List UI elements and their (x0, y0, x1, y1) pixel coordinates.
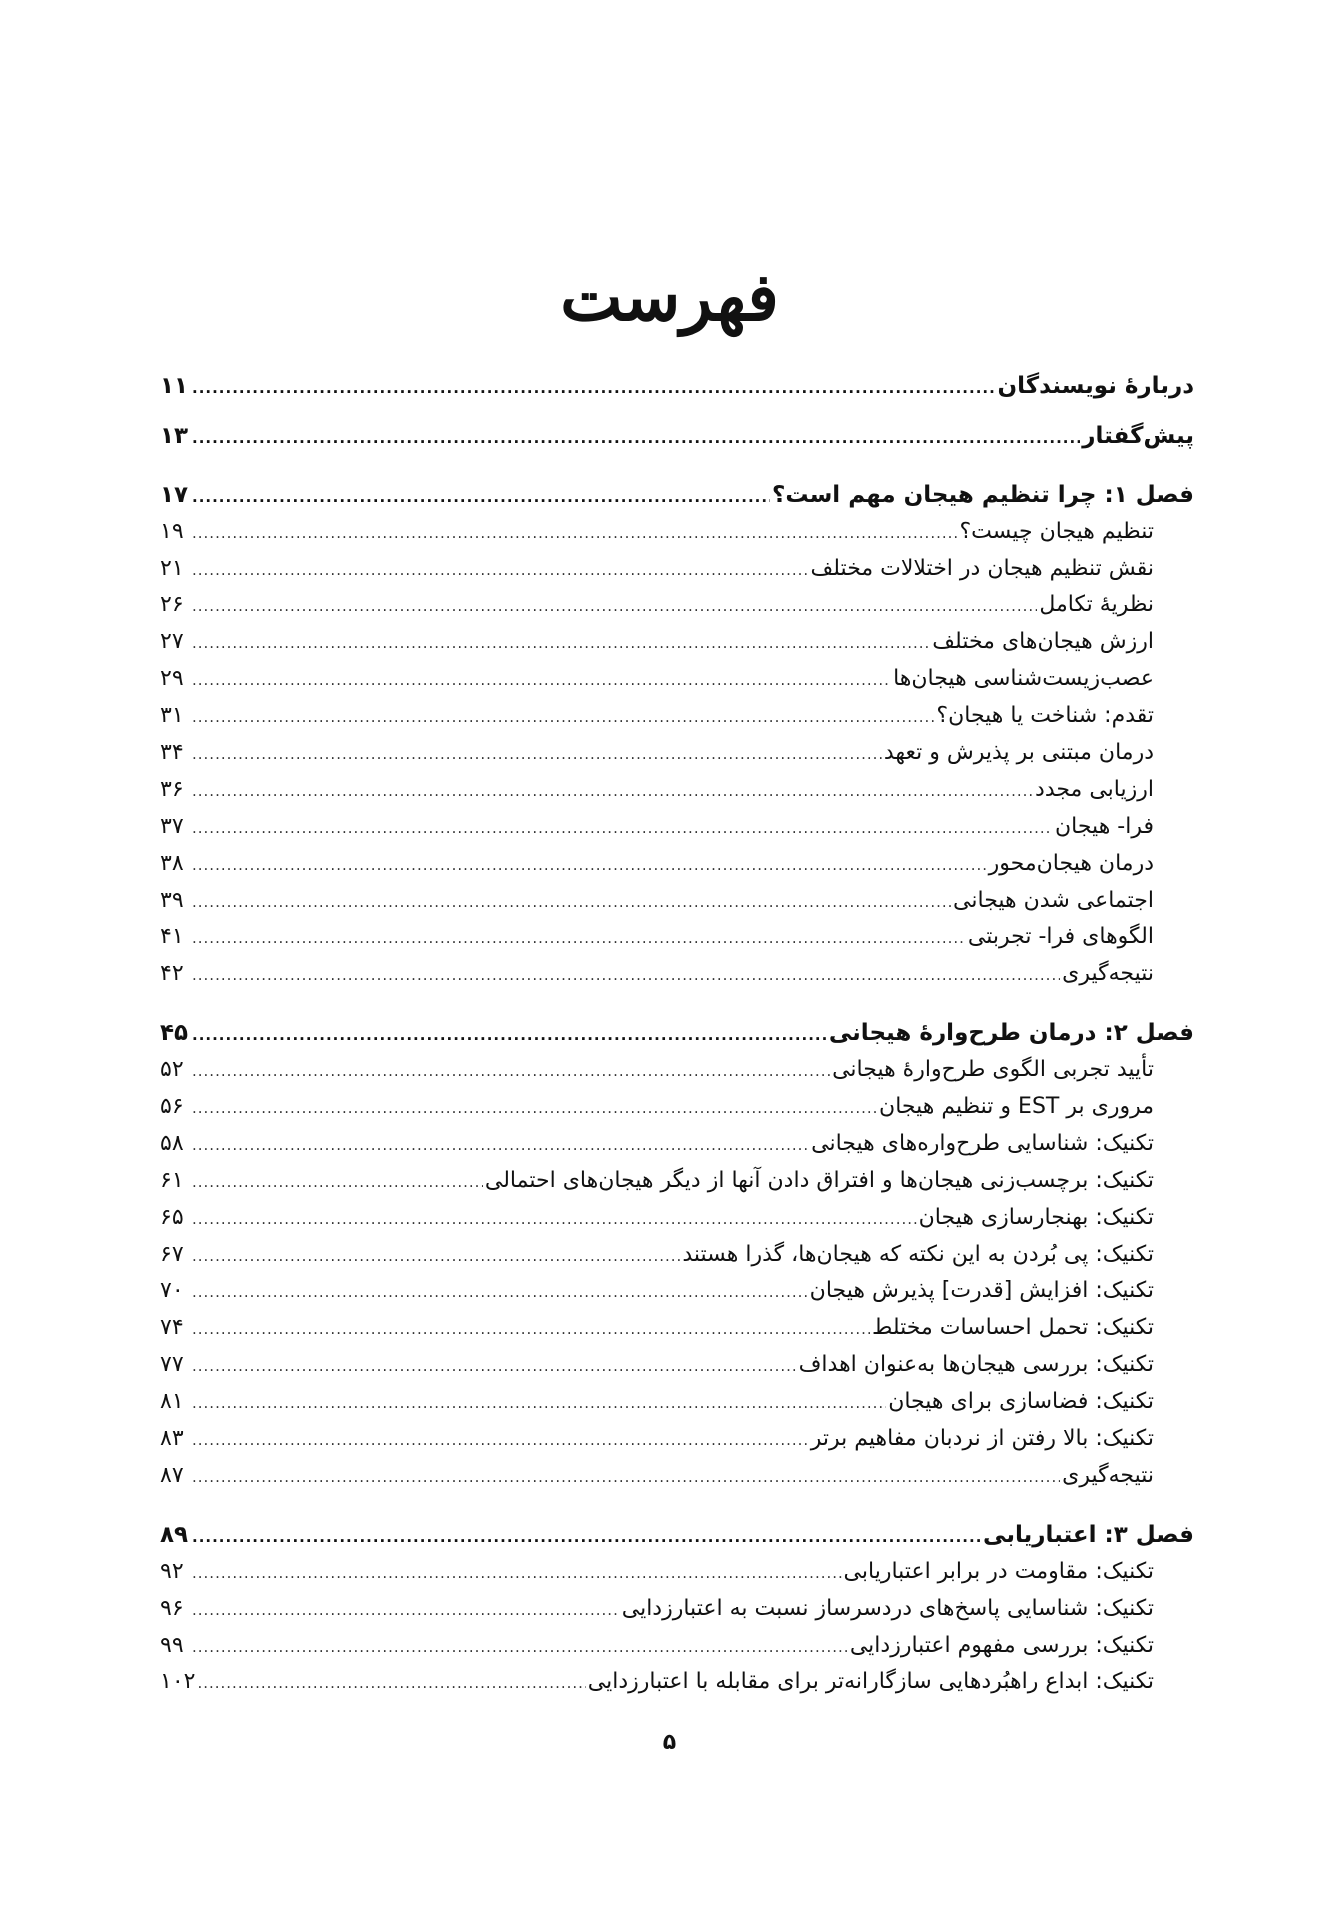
entry-title: نتیجه‌گیری (1062, 961, 1154, 987)
entry-title: تکنیک: شناسایی طرح‌واره‌های هیجانی (811, 1130, 1154, 1156)
entry-title: ارزیابی مجدد (1035, 776, 1154, 802)
dot-leader (192, 1459, 1060, 1496)
dot-leader (192, 552, 809, 589)
entry-title: تکنیک: فضاسازی برای هیجان (888, 1389, 1154, 1415)
entry-page-number: ۱۱ (160, 373, 189, 399)
front-matter-entry (160, 368, 1194, 405)
dot-leader (192, 1127, 809, 1164)
entry-page-number: ۸۷ (160, 1462, 184, 1488)
entry-title: تکنیک: پی بُردن به این نکته که هیجان‌ها، گذرا هستند (682, 1241, 1154, 1267)
entry-page-number: ۷۴ (160, 1315, 184, 1341)
entry-title: نقش تنظیم هیجان در اختلالات مختلف (810, 555, 1154, 581)
dot-leader (192, 1555, 842, 1592)
entry-page-number: ۳۷ (160, 813, 184, 839)
entry-page-number: ۸۱ (160, 1389, 184, 1415)
entry-page-number: ۲۱ (160, 555, 184, 581)
dot-leader (192, 1519, 981, 1556)
entry-title: مروری بر EST و تنظیم هیجان (879, 1094, 1154, 1120)
entry-page-number: ۳۱ (160, 703, 184, 729)
dot-leader (192, 884, 951, 921)
section-entry (160, 698, 1194, 735)
entry-page-number: ۹۲ (160, 1558, 184, 1584)
entry-title: تقدم: شناخت یا هیجان؟ (936, 703, 1154, 729)
entry-title: الگوهای فرا- تجربتی (967, 924, 1154, 950)
entry-page-number: ۹۶ (160, 1595, 184, 1621)
entry-title: تکنیک: بهنجارسازی هیجان (918, 1204, 1154, 1230)
entry-page-number: ۲۷ (160, 629, 184, 655)
section-entry (160, 1421, 1194, 1458)
section-entry (160, 883, 1194, 920)
section-entry (160, 1273, 1194, 1310)
entry-page-number: ۳۸ (160, 850, 184, 876)
entry-page-number: ۸۹ (160, 1521, 189, 1548)
section-entry (160, 587, 1194, 624)
entry-page-number: ۳۴ (160, 740, 184, 766)
section-entry (160, 1458, 1194, 1495)
chapter-entry (160, 1015, 1194, 1052)
dot-leader (192, 1053, 830, 1090)
section-entry (160, 1628, 1194, 1665)
entry-title: درمان هیجان‌محور (988, 850, 1154, 876)
dot-leader (192, 957, 1060, 994)
page-title: فهرست (560, 258, 779, 336)
dot-leader (192, 736, 882, 773)
entry-title: ارزش هیجان‌های مختلف (932, 629, 1154, 655)
entry-title: تکنیک: شناسایی پاسخ‌های دردسرساز نسبت به اعتبارزدایی (621, 1595, 1154, 1621)
entry-title: پیش‌گفتار (1082, 422, 1194, 449)
entry-title: فصل ۱: چرا تنظیم هیجان مهم است؟ (772, 481, 1194, 508)
dot-leader (192, 773, 1033, 810)
section-entry (160, 1310, 1194, 1347)
front-matter-entry (160, 418, 1194, 455)
entry-title: نظریهٔ تکامل (1039, 592, 1154, 618)
entry-page-number: ۳۶ (160, 776, 184, 802)
dot-leader (192, 847, 987, 884)
entry-page-number: ۷۰ (160, 1278, 184, 1304)
dot-leader (192, 1348, 797, 1385)
entry-page-number: ۴۱ (160, 924, 184, 950)
entry-page-number: ۲۹ (160, 666, 184, 692)
entry-page-number: ۶۵ (160, 1204, 184, 1230)
section-entry (160, 551, 1194, 588)
dot-leader (192, 662, 891, 699)
section-entry (160, 1200, 1194, 1237)
entry-page-number: ۶۷ (160, 1241, 184, 1267)
entry-title: تکنیک: تحمل احساسات مختلط (871, 1315, 1154, 1341)
dot-leader (192, 479, 770, 516)
dot-leader (192, 920, 966, 957)
entry-title: تکنیک: بررسی مفهوم اعتبارزدایی (849, 1632, 1154, 1658)
entry-page-number: ۱۹ (160, 518, 184, 544)
entry-title: درمان مبتنی بر پذیرش و تعهد (883, 740, 1154, 766)
entry-title: تأیید تجربی الگوی طرح‌وارهٔ هیجانی (832, 1057, 1154, 1083)
entry-page-number: ۱۰۲ (160, 1669, 196, 1695)
entry-title: تکنیک: افزایش [قدرت] پذیرش هیجان (809, 1278, 1154, 1304)
entry-title: دربارهٔ نویسندگان (997, 373, 1194, 399)
entry-title: تکنیک: مقاومت در برابر اعتباریابی (843, 1558, 1154, 1584)
dot-leader (192, 1164, 483, 1201)
section-entry (160, 1089, 1194, 1126)
entry-page-number: ۶۱ (160, 1167, 184, 1193)
entry-page-number: ۵۲ (160, 1057, 184, 1083)
entry-page-number: ۷۷ (160, 1352, 184, 1378)
entry-page-number: ۵۶ (160, 1094, 184, 1120)
entry-title: تکنیک: برچسب‌زنی هیجان‌ها و افتراق دادن آنها از دیگر هیجان‌های احتمالی (484, 1167, 1154, 1193)
dot-leader (192, 588, 1037, 625)
section-entry (160, 1163, 1194, 1200)
entry-title: عصب‌زیست‌شناسی هیجان‌ها (893, 666, 1154, 692)
entry-title: تنظیم هیجان چیست؟ (959, 518, 1154, 544)
entry-title: فرا- هیجان (1055, 813, 1154, 839)
section-entry (160, 514, 1194, 551)
entry-page-number: ۴۲ (160, 961, 184, 987)
section-entry (160, 735, 1194, 772)
entry-title: تکنیک: ابداع راهبُردهایی سازگارانه‌تر برای مقابله با اعتبارزدایی (587, 1669, 1154, 1695)
entry-page-number: ۳۹ (160, 887, 184, 913)
entry-page-number: ۱۷ (160, 481, 189, 508)
entry-title: فصل ۳: اعتباریابی (983, 1521, 1194, 1548)
dot-leader (192, 1629, 848, 1666)
section-entry (160, 624, 1194, 661)
entry-page-number: ۵۸ (160, 1130, 184, 1156)
dot-leader (192, 625, 930, 662)
dot-leader (192, 1201, 917, 1238)
chapter-entry (160, 477, 1194, 514)
entry-page-number: ۸۳ (160, 1426, 184, 1452)
dot-leader (192, 1592, 620, 1629)
entry-page-number: ۲۶ (160, 592, 184, 618)
entry-title: تکنیک: بالا رفتن از نردبان مفاهیم برتر (810, 1426, 1154, 1452)
section-entry (160, 1126, 1194, 1163)
page-number: ۵ (662, 1730, 677, 1755)
section-entry (160, 846, 1194, 883)
dot-leader (192, 1422, 809, 1459)
section-entry (160, 661, 1194, 698)
table-of-contents (160, 368, 1194, 1701)
entry-title: تکنیک: بررسی هیجان‌ها به‌عنوان اهداف (798, 1352, 1154, 1378)
dot-leader (192, 420, 1080, 457)
dot-leader (192, 1017, 827, 1054)
section-entry (160, 1052, 1194, 1089)
section-entry (160, 919, 1194, 956)
dot-leader (192, 1274, 808, 1311)
dot-leader (192, 515, 957, 552)
entry-page-number: ۱۳ (160, 422, 189, 449)
dot-leader (192, 1385, 886, 1422)
entry-title: نتیجه‌گیری (1062, 1462, 1154, 1488)
dot-leader (192, 1238, 680, 1275)
dot-leader (192, 1090, 877, 1127)
section-entry (160, 956, 1194, 993)
entry-title: فصل ۲: درمان طرح‌وارهٔ هیجانی (828, 1020, 1194, 1047)
section-entry (160, 1554, 1194, 1591)
section-entry (160, 1384, 1194, 1421)
dot-leader (192, 699, 934, 736)
section-entry (160, 809, 1194, 846)
entry-page-number: ۹۹ (160, 1632, 184, 1658)
section-entry (160, 772, 1194, 809)
dot-leader (192, 1311, 870, 1348)
entry-title: اجتماعی شدن هیجانی (953, 887, 1154, 913)
entry-page-number: ۴۵ (160, 1020, 189, 1047)
section-entry (160, 1347, 1194, 1384)
section-entry (160, 1591, 1194, 1628)
chapter-entry (160, 1517, 1194, 1554)
dot-leader (197, 1665, 585, 1702)
section-entry (160, 1664, 1194, 1701)
dot-leader (192, 370, 995, 407)
section-entry (160, 1237, 1194, 1274)
dot-leader (192, 810, 1053, 847)
